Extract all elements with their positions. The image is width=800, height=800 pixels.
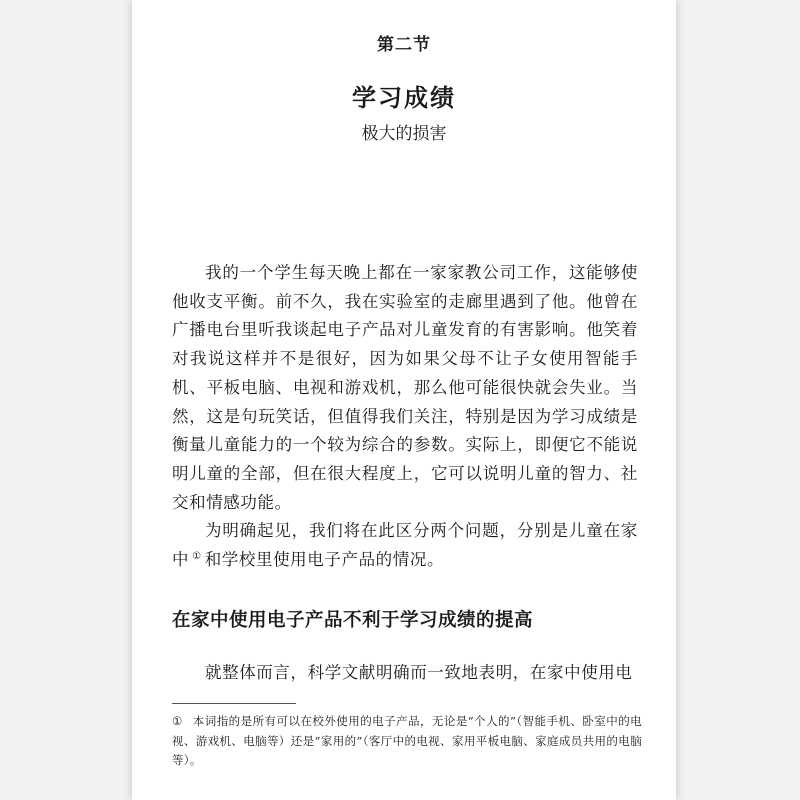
body-text <box>172 259 638 575</box>
paragraph-3: 就整体而言，科学文献明确而一致地表明，在家中使用电 <box>205 663 633 682</box>
chapter-title: 学习成绩 <box>352 83 456 112</box>
paragraph-2-rest: 和学校里使用电子产品的情况。 <box>204 550 445 570</box>
paragraph-2 <box>172 517 638 574</box>
footnote-text: 本词指的是所有可以在校外使用的电子产品，无论是“个人的”（智能手机、卧室中的电视、游戏机、电脑等）还是“家用的”（客厅中的电视、家用平板电脑、家庭成员共用的电脑等）。 <box>172 714 642 767</box>
paragraph-1: 我的一个学生每天晚上都在一家家教公司工作，这能够使他收支平衡。前不久，我在实验室的走廊里遇到了他。他曾在广播电台里听我谈起电子产品对儿童发育的有害影响。他笑着对我说这样并不是很好，因为如果父母不让子女使用智能手机、平板电脑、电视和游戏机，那么他可能很快就会失业。当然，这是句玩笑话，但值得我们关注，特别是因为学习成绩是衡量儿童能力的一个较为综合的参数。实际上，即便它不能说明儿童的全部，但在很大程度上，它可以说明儿童的智力、社交和情感功能。 <box>172 263 638 512</box>
book-page <box>132 0 676 800</box>
footnote-divider <box>172 703 296 704</box>
paragraph-2-line-2-start: 中 <box>172 550 190 570</box>
section-label: 第二节 <box>377 35 431 55</box>
section-heading: 在家中使用电子产品不利于学习成绩的提高 <box>172 610 534 631</box>
footnote-reference[interactable]: ① <box>192 550 202 562</box>
body-text-continued <box>172 659 638 688</box>
footnote <box>172 712 642 771</box>
chapter-subtitle: 极大的损害 <box>361 124 447 144</box>
paragraph-2-line-1: 为明确起见，我们将在此区分两个问题，分别是儿童在家 <box>205 521 638 541</box>
footnote-number: ① <box>172 714 183 728</box>
